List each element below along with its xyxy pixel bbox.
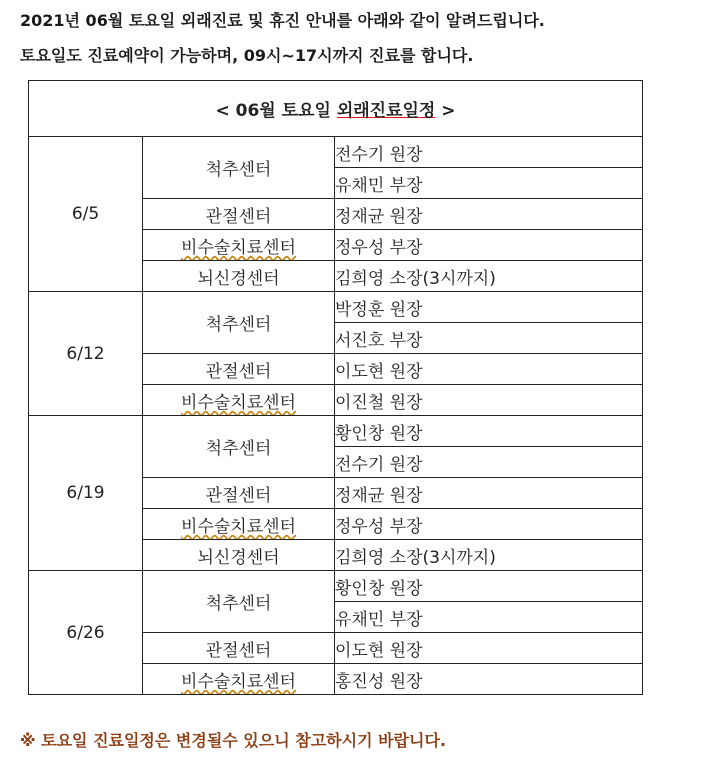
- doctor-cell: 황인창 원장: [335, 571, 643, 602]
- doctor-cell: 이진철 원장: [335, 385, 643, 416]
- date-cell: 6/26: [29, 571, 143, 695]
- doctor-cell: 박정훈 원장: [335, 292, 643, 323]
- center-label: 관절센터: [205, 206, 272, 227]
- center-cell: [143, 230, 335, 261]
- center-cell: [143, 292, 335, 354]
- doctor-cell: 정재균 원장: [335, 478, 643, 509]
- center-cell: [143, 571, 335, 633]
- date-cell: 6/19: [29, 416, 143, 571]
- doctor-cell: 유채민 부장: [335, 602, 643, 633]
- center-label: 관절센터: [205, 485, 272, 506]
- schedule-title: [29, 81, 643, 137]
- date-cell: 6/5: [29, 137, 143, 292]
- center-cell: [143, 416, 335, 478]
- doctor-cell: 서진호 부장: [335, 323, 643, 354]
- center-label: 비수술치료센터: [181, 392, 296, 413]
- center-cell: [143, 385, 335, 416]
- doctor-cell: 전수기 원장: [335, 137, 643, 168]
- center-label: 비수술치료센터: [181, 516, 296, 537]
- center-label: 척추센터: [205, 439, 272, 459]
- doctor-cell: 홍진성 원장: [335, 664, 643, 695]
- schedule-title-underlined: 외래진료일정: [336, 101, 436, 121]
- doctor-cell: 정우성 부장: [335, 230, 643, 261]
- center-label: 척추센터: [205, 315, 272, 335]
- center-cell: [143, 199, 335, 230]
- schedule-table: [28, 80, 643, 695]
- intro-line-1: 2021년 06월 토요일 외래진료 및 휴진 안내를 아래와 같이 알려드립니다.: [20, 11, 545, 30]
- doctor-cell: 이도현 원장: [335, 354, 643, 385]
- center-label: 비수술치료센터: [181, 671, 296, 692]
- doctor-cell: 김희영 소장(3시까지): [335, 540, 643, 571]
- center-cell: [143, 664, 335, 695]
- doctor-cell: 황인창 원장: [335, 416, 643, 447]
- center-label: 뇌신경센터: [197, 547, 280, 568]
- table-row: [29, 292, 643, 323]
- center-label: 뇌신경센터: [197, 268, 280, 289]
- center-label: 척추센터: [205, 594, 272, 614]
- doctor-cell: 전수기 원장: [335, 447, 643, 478]
- center-cell: [143, 509, 335, 540]
- table-row: [29, 416, 643, 447]
- doctor-cell: 유채민 부장: [335, 168, 643, 199]
- center-cell: [143, 137, 335, 199]
- intro-line-2: 토요일도 진료예약이 가능하며, 09시~17시까지 진료를 합니다.: [20, 46, 474, 65]
- doctor-cell: 김희영 소장(3시까지): [335, 261, 643, 292]
- center-label: 관절센터: [205, 361, 272, 382]
- center-label: 비수술치료센터: [181, 237, 296, 258]
- table-row: [29, 137, 643, 168]
- center-label: 관절센터: [205, 640, 272, 661]
- footnote-notice: ※ 토요일 진료일정은 변경될수 있으니 참고하시기 바랍니다.: [20, 731, 446, 750]
- schedule-title-close: >: [435, 101, 456, 121]
- center-cell: [143, 478, 335, 509]
- date-cell: 6/12: [29, 292, 143, 416]
- doctor-cell: 이도현 원장: [335, 633, 643, 664]
- center-cell: [143, 354, 335, 385]
- table-row: [29, 571, 643, 602]
- center-cell: [143, 633, 335, 664]
- center-cell: [143, 540, 335, 571]
- center-label: 척추센터: [205, 160, 272, 180]
- schedule-title-open: < 06월 토요일: [215, 101, 337, 121]
- center-cell: [143, 261, 335, 292]
- doctor-cell: 정재균 원장: [335, 199, 643, 230]
- doctor-cell: 정우성 부장: [335, 509, 643, 540]
